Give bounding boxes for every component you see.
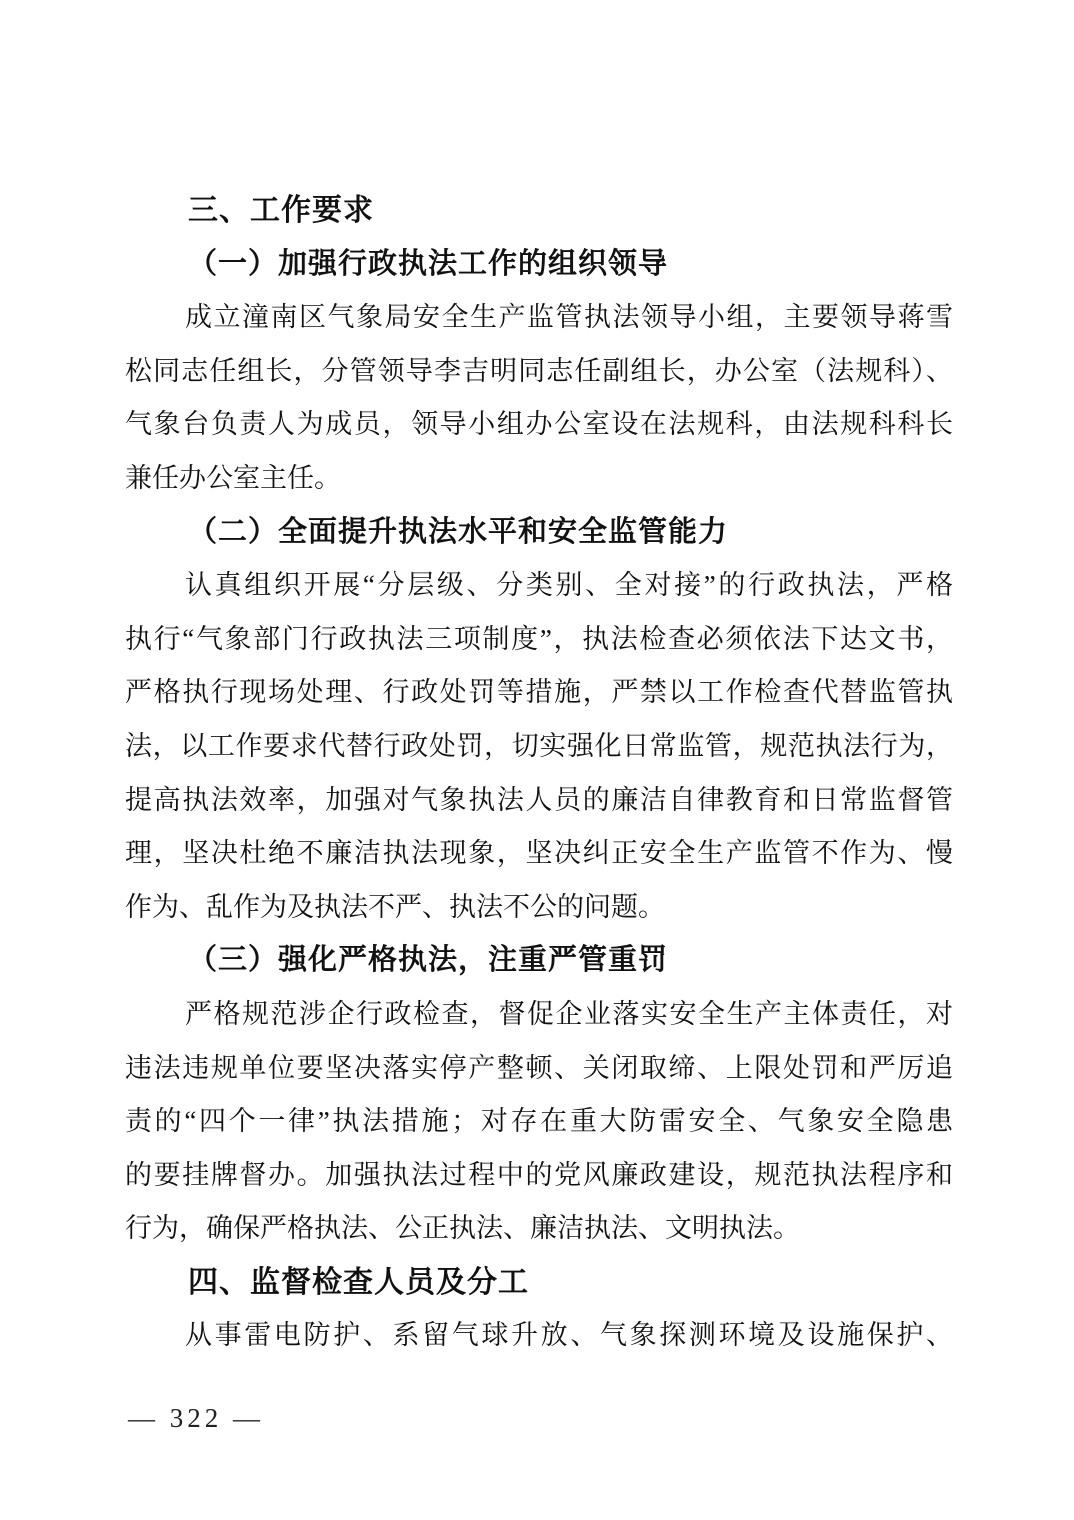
- text-line: 严格规范涉企行政检查，督促企业落实安全生产主体责任，对: [185, 998, 953, 1029]
- text-line: 法，以工作要求代替行政处罚，切实强化日常监管，规范执法行为，: [125, 730, 953, 761]
- text-line: 责的“四个一律”执法措施；对存在重大防雷安全、气象安全隐患: [125, 1106, 953, 1137]
- text-line: 成立潼南区气象局安全生产监管执法领导小组，主要领导蒋雪: [185, 302, 953, 333]
- text-line: 提高执法效率，加强对气象执法人员的廉洁自律教育和日常监督管: [125, 784, 953, 815]
- text-line: 气象台负责人为成员，领导小组办公室设在法规科，由法规科科长: [125, 409, 953, 440]
- text-line: 违法违规单位要坚决落实停产整顿、关闭取缔、上限处罚和严厉追: [125, 1052, 953, 1083]
- text-line: 的要挂牌督办。加强执法过程中的党风廉政建设，规范执法程序和: [125, 1159, 953, 1190]
- text-line: 严格执行现场处理、行政处罚等措施，严禁以工作检查代替监管执: [125, 677, 953, 708]
- paragraph: [125, 1309, 953, 1363]
- subsection-heading: （二）全面提升执法水平和安全监管能力: [188, 515, 729, 548]
- page-number: — 322 —: [128, 1403, 264, 1433]
- text-line: 作为、乱作为及执法不严、执法不公的问题。: [125, 891, 665, 922]
- text-line: 从事雷电防护、系留气球升放、气象探测环境及设施保护、: [185, 1320, 953, 1351]
- paragraph: [125, 988, 953, 1256]
- text-line: 兼任办公室主任。: [125, 462, 341, 493]
- text-line: 认真组织开展“分层级、分类别、全对接”的行政执法，严格: [185, 570, 953, 601]
- text-line: 行为，确保严格执法、公正执法、廉洁执法、文明执法。: [125, 1213, 800, 1244]
- text-line: 执行“气象部门行政执法三项制度”，执法检查必须依法下达文书，: [125, 623, 953, 654]
- paragraph: [125, 291, 953, 505]
- text-line: 理，坚决杜绝不廉洁执法现象，坚决纠正安全生产监管不作为、慢: [125, 838, 953, 869]
- text-line: 松同志任组长，分管领导李吉明同志任副组长，办公室（法规科）、: [125, 355, 953, 386]
- subsection-heading: （三）强化严格执法，注重严管重罚: [188, 944, 669, 977]
- subsection-heading: （一）加强行政执法工作的组织领导: [188, 247, 669, 280]
- section-heading: 三、工作要求: [188, 194, 374, 227]
- section-heading: 四、监督检查人员及分工: [188, 1265, 529, 1299]
- document-body: [125, 184, 953, 1363]
- paragraph: [125, 559, 953, 934]
